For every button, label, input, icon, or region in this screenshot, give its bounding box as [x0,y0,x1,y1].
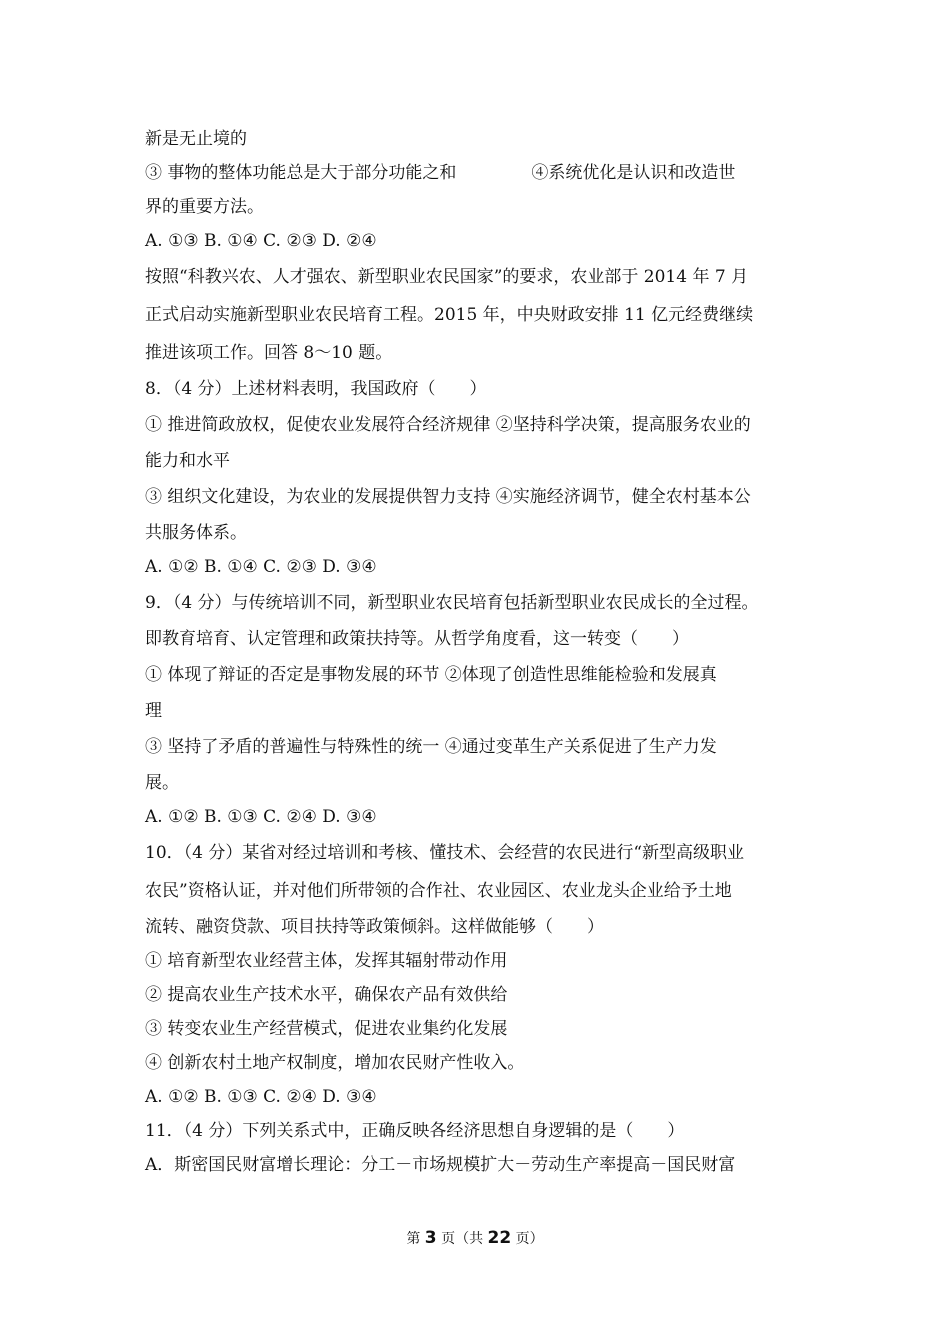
footer-middle: 页（共 [441,1231,484,1247]
question-8: 8．（4 分）上述材料表明，我国政府（ ） [145,379,487,399]
text-line: 流转、融资贷款、项目扶持等政策倾斜。这样做能够（ ） [145,917,604,937]
text-line: ④ 创新农村土地产权制度，增加农民财产性收入。 [145,1053,525,1073]
page-number: 3 [424,1228,437,1248]
text-fragment: ④系统优化是认识和改造世 [531,163,736,183]
text-line: 农民”资格认证，并对他们所带领的合作社、农业园区、农业龙头企业给予土地 [145,881,732,901]
text-line: 理 [145,701,162,721]
text-line: ③ 坚持了矛盾的普遍性与特殊性的统一 ④通过变革生产关系促进了生产力发 [145,737,717,757]
text-line: 即教育培育、认定管理和政策扶持等。从哲学角度看，这一转变（ ） [145,629,689,649]
text-line: 推进该项工作。回答 8～10 题。 [145,343,393,363]
question-11: 11．（4 分）下列关系式中，正确反映各经济思想自身逻辑的是（ ） [145,1121,685,1141]
text-line: 新是无止境的 [145,129,247,149]
text-line: ③ 组织文化建设，为农业的发展提供智力支持 ④实施经济调节，健全农村基本公 [145,487,751,507]
text-line: 按照“科教兴农、人才强农、新型职业农民国家”的要求，农业部于 2014 年 7 月 [145,267,749,287]
text-line: ③ 转变农业生产经营模式，促进农业集约化发展 [145,1019,508,1039]
answer-options: A. ①② B. ①④ C. ②③ D. ③④ [145,557,377,577]
text-line [145,156,810,190]
text-line: A．斯密国民财富增长理论：分工－市场规模扩大－劳动生产率提高－国民财富 [145,1155,736,1175]
text-line: ① 推进简政放权，促使农业发展符合经济规律 ②坚持科学决策，提高服务农业的 [145,415,751,435]
answer-options: A. ①③ B. ①④ C. ②③ D. ②④ [145,231,377,251]
question-10: 10．（4 分）某省对经过培训和考核、懂技术、会经营的农民进行“新型高级职业 [145,843,745,863]
text-line: 展。 [145,773,179,793]
text-line: 能力和水平 [145,451,230,471]
text-line: ① 培育新型农业经营主体，发挥其辐射带动作用 [145,951,508,971]
answer-options: A. ①② B. ①③ C. ②④ D. ③④ [145,807,377,827]
page-content [145,122,810,1182]
answer-options: A. ①② B. ①③ C. ②④ D. ③④ [145,1087,377,1107]
question-9: 9．（4 分）与传统培训不同，新型职业农民培育包括新型职业农民成长的全过程。 [145,593,759,613]
footer-prefix: 第 [406,1231,421,1247]
text-line: 共服务体系。 [145,523,247,543]
footer-suffix: 页） [515,1231,544,1247]
text-line: ② 提高农业生产技术水平，确保农产品有效供给 [145,985,508,1005]
text-line: ① 体现了辩证的否定是事物发展的环节 ②体现了创造性思维能检验和发展真 [145,665,717,685]
text-fragment: ③ 事物的整体功能总是大于部分功能之和 [145,163,457,183]
page-footer [0,1226,950,1251]
text-line: 界的重要方法。 [145,197,264,217]
total-pages: 22 [487,1228,512,1248]
text-line: 正式启动实施新型职业农民培育工程。2015 年，中央财政安排 11 亿元经费继续 [145,305,754,325]
